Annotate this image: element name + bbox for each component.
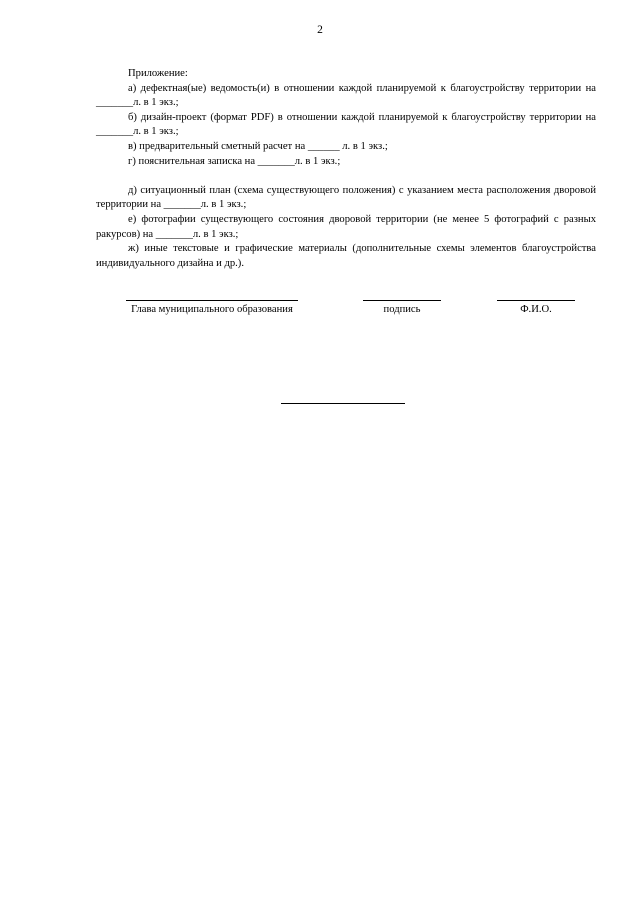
appendix-item-d: д) ситуационный план (схема существующего положения) с указанием места расположения дворовой территории на _______л. в 1 экз.;: [96, 184, 596, 211]
appendix-item-zh: ж) иные текстовые и графические материалы (дополнительные схемы элементов благоустройства индивидуального дизайна и др.).: [96, 243, 596, 269]
appendix-item-g: г) пояснительная записка на _______л. в 1 экз.;: [128, 155, 341, 167]
head-label: Глава муниципального образования: [131, 304, 293, 315]
signature-underline: [363, 298, 441, 301]
signature-label: подпись: [383, 304, 421, 315]
head-signature-column: [112, 298, 312, 315]
name-label: Ф.И.О.: [520, 304, 552, 315]
appendix-item-a: а) дефектная(ые) ведомость(и) в отношении каждой планируемой к благоустройству территории на _______л. в 1 экз.;: [96, 82, 596, 109]
signature-column: [352, 298, 452, 315]
name-underline: [497, 298, 575, 301]
appendix-item-b: б) дизайн-проект (формат PDF) в отношении каждой планируемой к благоустройству территории на _______л. в 1 экз.;: [96, 111, 596, 138]
spacer: [96, 169, 596, 184]
signature-block: [0, 298, 640, 328]
appendix-item-e: е) фотографии существующего состояния дворовой территории (не менее 5 фотографий с разных ракурсов) на _______л. в 1 экз.;: [96, 213, 596, 240]
appendix-heading: Приложение:: [128, 68, 188, 79]
head-underline: [126, 298, 298, 301]
name-column: [486, 298, 586, 315]
page-number: 2: [317, 24, 323, 36]
appendix-item-v: в) предварительный сметный расчет на ______ л. в 1 экз.;: [128, 140, 388, 152]
end-separator-line: [281, 403, 405, 404]
appendix-section: [96, 67, 596, 271]
